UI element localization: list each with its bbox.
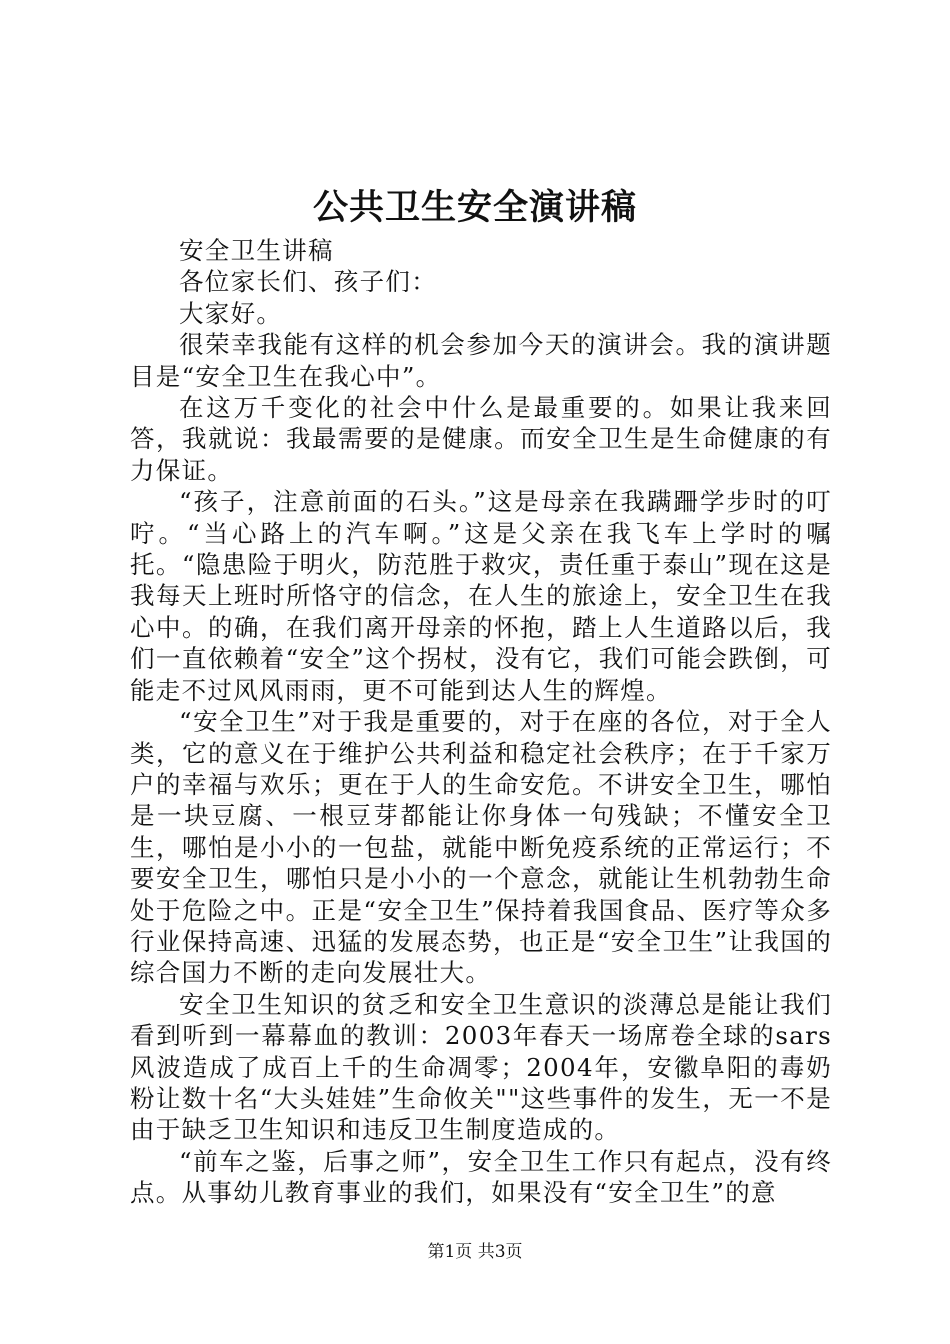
paragraph-greeting: 大家好。 xyxy=(179,298,283,328)
paragraph-health: 在这万千变化的社会中什么是最重要的。如果让我来回答，我就说：我最需要的是健康。而安全卫生是生命健康的有力保证。 xyxy=(130,393,832,485)
document-body xyxy=(130,235,832,1209)
paragraph-importance: “安全卫生”对于我是重要的，对于在座的各位，对于全人类，它的意义在于维护公共利益和稳定社会秩序；在于千家万户的幸福与欢乐；更在于人的生命安危。不讲安全卫生，哪怕是一块豆腐、一根豆芽都能让你身体一句残缺；不懂安全卫生，哪怕是小小的一包盐，就能中断免疫系统的正常运行；不要安全卫生，哪怕只是小小的一个意念，就能让生机勃勃生命处于危险之中。正是“安全卫生”保持着我国食品、医疗等众多行业保持高速、迅猛的发展态势，也正是“安全卫生”让我国的综合国力不断的走向发展壮大。 xyxy=(130,707,832,988)
paragraph-heading: 安全卫生讲稿 xyxy=(179,236,334,265)
page-number-footer: 第1页 共3页 xyxy=(427,1242,523,1262)
paragraph-continued: “前车之鉴，后事之师”，安全卫生工作只有起点，没有终点。从事幼儿教育事业的我们，如果没有“安全卫生”的意 xyxy=(130,1146,832,1208)
paragraph-intro: 很荣幸我能有这样的机会参加今天的演讲会。我的演讲题目是“安全卫生在我心中”。 xyxy=(130,330,832,391)
paragraph-reminders: “孩子，注意前面的石头。”这是母亲在我蹒跚学步时的叮咛。“当心路上的汽车啊。”这是父亲在我飞车上学时的嘱托。“隐患险于明火，防范胜于救灾，责任重于泰山”现在这是我每天上班时所恪守的信念，在人生的旅途上，安全卫生在我心中。的确，在我们离开母亲的怀抱，踏上人生道路以后，我们一直依赖着“安全”这个拐杖，没有它，我们可能会跌倒，可能走不过风风雨雨，更不可能到达人生的辉煌。 xyxy=(130,487,832,705)
paragraph-lessons: 安全卫生知识的贫乏和安全卫生意识的淡薄总是能让我们看到听到一幕幕血的教训：2003年春天一场席卷全球的sars风波造成了成百上千的生命凋零；2004年，安徽阜阳的毒奶粉让数十名“大头娃娃”生命攸关""这些事件的发生，无一不是由于缺乏卫生知识和违反卫生制度造成的。 xyxy=(130,989,832,1145)
document-title: 公共卫生安全演讲稿 xyxy=(312,187,637,228)
paragraph-salutation: 各位家长们、孩子们： xyxy=(179,267,437,297)
